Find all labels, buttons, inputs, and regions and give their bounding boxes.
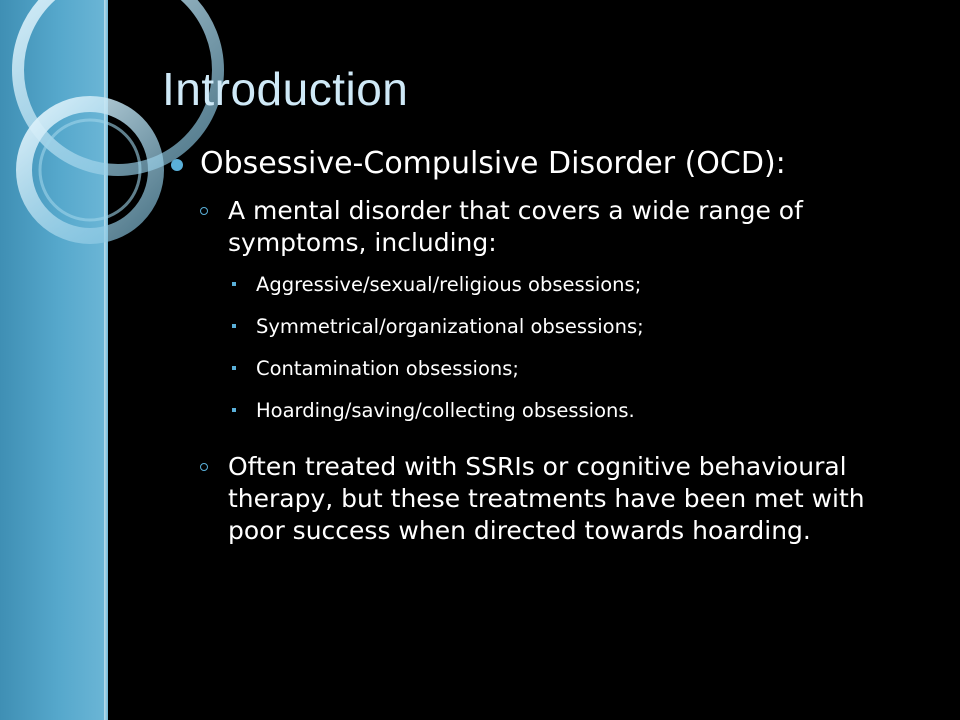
symptom-list-item — [170, 313, 940, 341]
slide-content — [170, 145, 940, 547]
symptom-text: Symmetrical/organizational obsessions; — [256, 315, 644, 338]
symptom-list-item — [170, 271, 940, 299]
filled-circle-bullet-icon — [171, 159, 183, 171]
bullet-level2-definition — [170, 195, 928, 259]
ring-bullet-icon — [200, 207, 208, 215]
ring-bullet-icon — [200, 463, 208, 471]
symptom-list-item — [170, 397, 940, 425]
bullet-level2-treatment — [170, 451, 928, 547]
bullet-level1-text: Obsessive-Compulsive Disorder (OCD): — [200, 146, 786, 181]
bullet-level2-text: Often treated with SSRIs or cognitive behavioural therapy, but these treatments have been met with poor success when directed towards hoarding. — [228, 452, 865, 545]
symptom-text: Contamination obsessions; — [256, 357, 519, 380]
bullet-level2-text: A mental disorder that covers a wide range of symptoms, including: — [228, 196, 803, 257]
symptom-text: Hoarding/saving/collecting obsessions. — [256, 399, 635, 422]
slide-title: Introduction — [162, 63, 409, 115]
square-bullet-icon — [232, 324, 236, 328]
square-bullet-icon — [232, 408, 236, 412]
symptom-text: Aggressive/sexual/religious obsessions; — [256, 273, 642, 296]
symptom-list-item — [170, 355, 940, 383]
square-bullet-icon — [232, 282, 236, 286]
bullet-level1-ocd — [170, 145, 940, 183]
square-bullet-icon — [232, 366, 236, 370]
symptom-list — [170, 271, 940, 425]
